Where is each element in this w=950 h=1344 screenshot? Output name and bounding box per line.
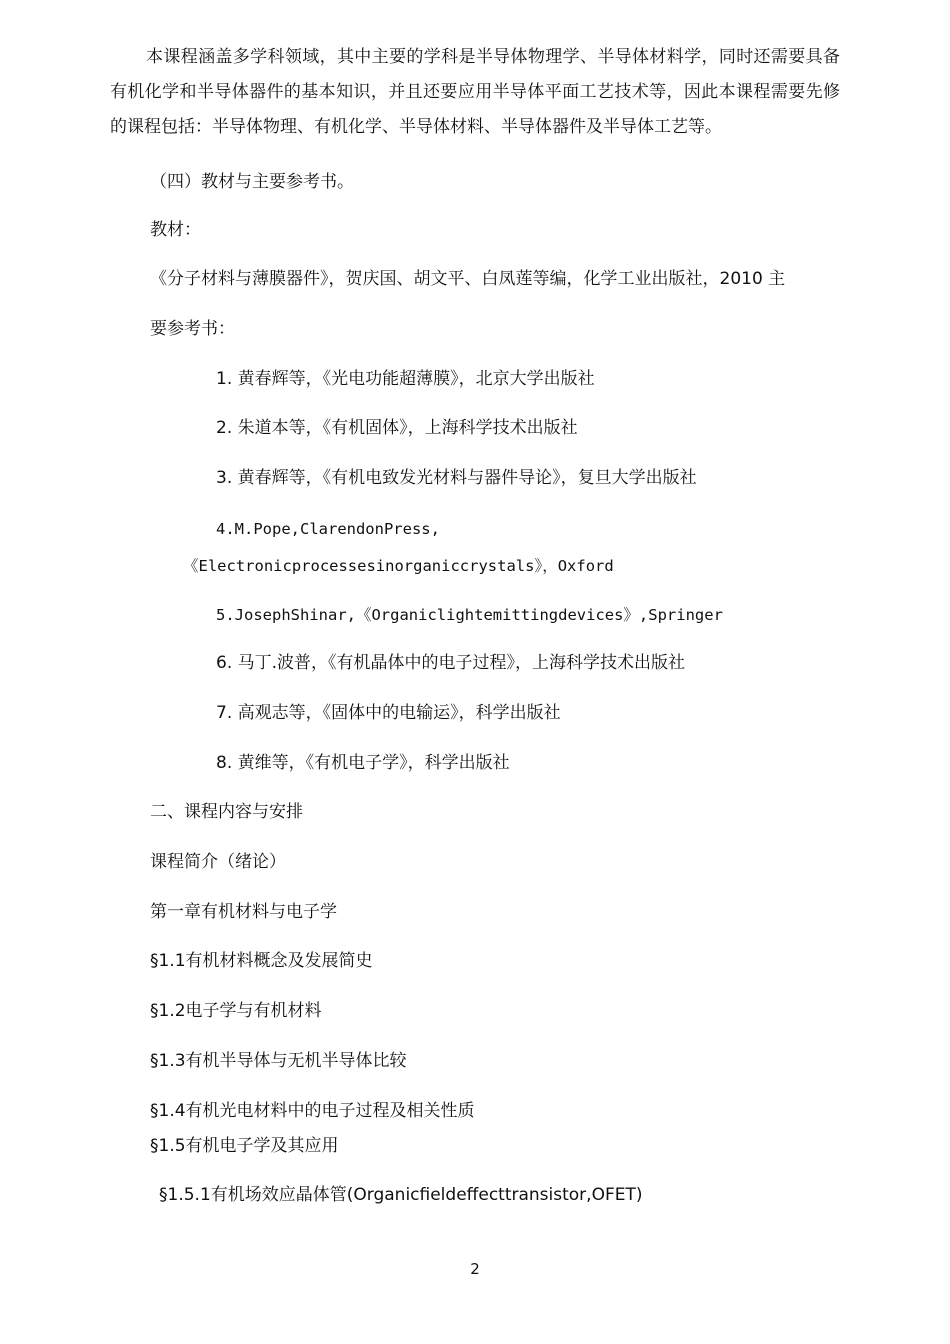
course-intro-heading: 课程简介（绪论）	[150, 852, 286, 872]
textbook-label: 教材：	[150, 220, 201, 240]
section-item: §1.3有机半导体与无机半导体比较	[150, 1051, 407, 1071]
subsection-item: §1.5.1有机场效应晶体管(Organicfieldeffecttransistor,OFET)	[159, 1185, 643, 1205]
part-heading: 二、课程内容与安排	[150, 802, 303, 822]
section-heading-textbooks: （四）教材与主要参考书。	[150, 172, 354, 192]
reference-item: 5.JosephShinar,《Organiclightemittingdevices》,Springer	[216, 606, 723, 624]
reference-item: 8. 黄维等，《有机电子学》，科学出版社	[216, 753, 510, 773]
section-item: §1.5有机电子学及其应用	[150, 1136, 339, 1156]
reference-item: 6. 马丁.波普，《有机晶体中的电子过程》，上海科学技术出版社	[216, 653, 686, 673]
section-item: §1.2电子学与有机材料	[150, 1001, 322, 1021]
reference-item: 2. 朱道本等，《有机固体》，上海科学技术出版社	[216, 418, 578, 438]
reference-item: 4.M.Pope,ClarendonPress,	[216, 520, 440, 538]
textbook-entry: 《分子材料与薄膜器件》，贺庆国、胡文平、白凤莲等编，化学工业出版社，2010 主	[150, 269, 786, 289]
reference-item-continued: 《Electronicprocessesinorganiccrystals》，Oxford	[183, 557, 614, 575]
reference-item: 1. 黄春辉等，《光电功能超薄膜》，北京大学出版社	[216, 369, 595, 389]
references-label: 要参考书：	[150, 319, 235, 339]
chapter-heading: 第一章有机材料与电子学	[150, 902, 337, 922]
intro-paragraph: 本课程涵盖多学科领域，其中主要的学科是半导体物理学、半导体材料学，同时还需要具备有机化学和半导体器件的基本知识，并且还要应用半导体平面工艺技术等，因此本课程需要先修的课程包括：半导体物理、有机化学、半导体材料、半导体器件及半导体工艺等。	[110, 47, 840, 137]
reference-item: 3. 黄春辉等，《有机电致发光材料与器件导论》，复旦大学出版社	[216, 468, 697, 488]
reference-item: 7. 高观志等，《固体中的电输运》，科学出版社	[216, 703, 561, 723]
section-item: §1.4有机光电材料中的电子过程及相关性质	[150, 1101, 475, 1121]
section-item: §1.1有机材料概念及发展简史	[150, 951, 373, 971]
page-number: 2	[470, 1260, 480, 1278]
